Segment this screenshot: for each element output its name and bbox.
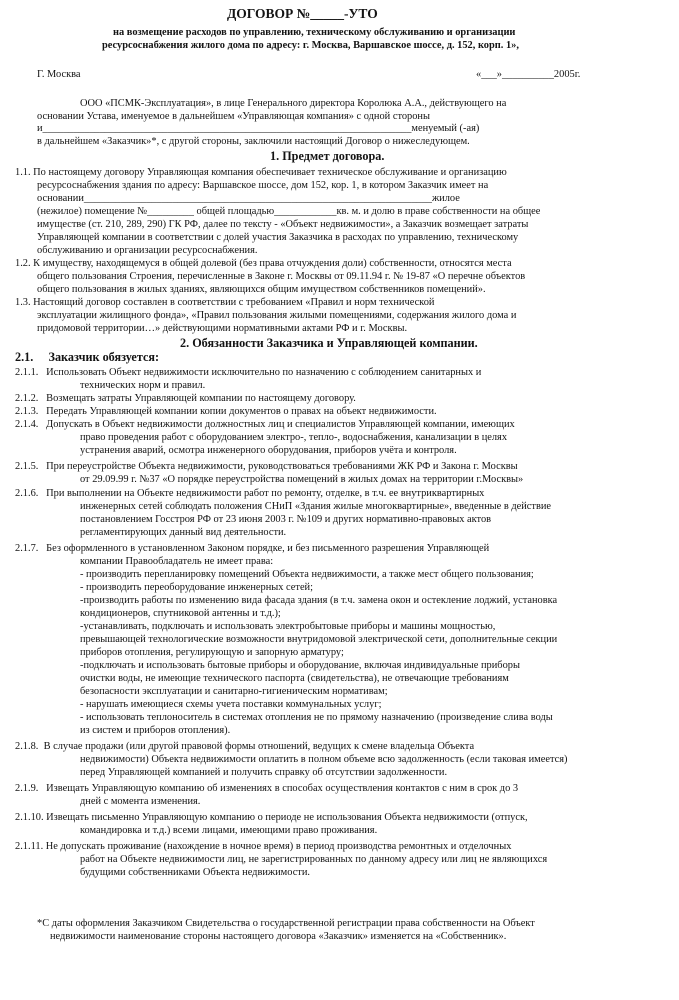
text-line-l216c: постановлением Госстроя РФ от 23 июня 2003 г. №109 и других нормативно-правовых актов bbox=[80, 514, 492, 525]
text-line-l13b: эксплуатации жилищного фонда», «Правил пользования жилыми помещениями, содержания жилого дома и bbox=[37, 310, 517, 321]
text-line-l211a: 2.1.1. Использовать Объект недвижимости исключительно по назначению с соблюдением санитарных и bbox=[15, 367, 482, 378]
text-line-l215b: от 29.09.99 г. №37 «О порядке переустройства помещений в жилых домах на территории г.Москвы» bbox=[80, 474, 524, 485]
text-line-l11g: обслуживанию и организации ресурсоснабжения. bbox=[37, 245, 258, 256]
text-line-l217i: приборов отопления, регулирующую и запорную арматуру; bbox=[80, 647, 344, 658]
text-line-l13a: 1.3. Настоящий договор составлен в соответствии с требованием «Правил и норм технической bbox=[15, 297, 435, 308]
text-line-l217l: безопасности эксплуатации и санитарно-гигиеническим нормативам; bbox=[80, 686, 388, 697]
text-line-l11a: 1.1. По настоящему договору Управляющая компания обеспечивает техническое обслуживание и организацию bbox=[15, 167, 507, 178]
text-line-l217a: 2.1.7. Без оформленного в установленном Законом порядке, и без письменного разрешения Управляющей bbox=[15, 543, 490, 554]
text-line-l218c: перед Управляющей компанией и получить справку об отсутствии задолженности. bbox=[80, 767, 448, 778]
text-line-l11b: ресурсоснабжения здания по адресу: Варшавское шоссе, дом 152, кор. 1, в котором Заказчик имеет на bbox=[37, 180, 489, 191]
text-line-l215a: 2.1.5. При переустройстве Объекта недвижимости, руководствоваться требованиями ЖК РФ и Закона г. Москвы bbox=[15, 461, 518, 472]
text-line-l212: 2.1.2. Возмещать затраты Управляющей компании по настоящему договору. bbox=[15, 393, 356, 404]
text-line-l219b: дней с момента изменения. bbox=[80, 796, 201, 807]
text-line-l2111b: работ на Объекте недвижимости лиц, не зарегистрированных по данному адресу или лиц не являющихся bbox=[80, 854, 548, 865]
text-line-sub1: на возмещение расходов по управлению, техническому обслуживанию и организации bbox=[113, 27, 516, 38]
text-line-l2110b: командировка и т.д.) всеми лицами, имеющими право проживания. bbox=[80, 825, 378, 836]
text-line-l217f: кондиционеров, спутниковой антенны и т.д.); bbox=[80, 608, 281, 619]
text-line-l12b: общего пользования Строения, перечисленные в Законе г. Москвы от 09.11.94 г. № 19-87 «О перечне объектов bbox=[37, 271, 526, 282]
text-line-city: Г. Москва bbox=[37, 69, 81, 80]
text-line-l217h: превышающей технологические возможности внутридомовой электрической сети, дополнительные секции bbox=[80, 634, 558, 645]
text-line-l2111c: будущими собственниками Объекта недвижимости. bbox=[80, 867, 311, 878]
text-line-l217o: из систем и приборов отопления). bbox=[80, 725, 231, 736]
text-line-l216d: регламентирующих данный вид деятельности. bbox=[80, 527, 287, 538]
text-line-l219a: 2.1.9. Извещать Управляющую компанию об изменениях в способах осуществления контактов с ним в срок до 3 bbox=[15, 783, 519, 794]
text-line-l211b: технических норм и правил. bbox=[80, 380, 206, 391]
text-line-l12a: 1.2. К имуществу, находящемуся в общей долевой (без права отчуждения доли) собственности, относятся места bbox=[15, 258, 512, 269]
text-line-l213: 2.1.3. Передать Управляющей компании копии документов о правах на объект недвижимости. bbox=[15, 406, 437, 417]
text-line-l11f: Управляющей компании в соответствии с долей участия Заказчика в расходах по управлению, техническому bbox=[37, 232, 519, 243]
text-line-s2: 2. Обязанности Заказчика и Управляющей компании. bbox=[180, 336, 478, 350]
text-line-title: ДОГОВОР №_____-УТО bbox=[227, 6, 378, 21]
text-line-l11c: основании___________________________________________________________________жилое bbox=[37, 193, 460, 204]
text-line-l217e: -производить работы по изменению вида фасада здания (в т.ч. замена окон и остекление лоджий, установка bbox=[80, 595, 558, 606]
text-line-l217n: - использовать теплоноситель в системах отопления не по прямому назначению (произведение слива воды bbox=[80, 712, 553, 723]
text-line-fn2: недвижимости наименование стороны настоящего договора «Заказчик» изменяется на «Собственник». bbox=[50, 931, 507, 942]
text-line-l217b: компании Правообладатель не имеет права: bbox=[80, 556, 274, 567]
text-line-s1: 1. Предмет договора. bbox=[270, 149, 385, 163]
text-line-l217j: -подключать и использовать бытовые приборы и оборудование, включая индивидуальные приборы bbox=[80, 660, 520, 671]
text-line-l216b: инженерных сетей соблюдать положения СНиП «Здания жилые многоквартирные», введенные в действие bbox=[80, 501, 552, 512]
text-line-l218b: недвижимости) Объекта недвижимости оплатить в полном объеме всю задолженность (если таковая имеется) bbox=[80, 754, 568, 765]
text-line-l11d: (нежилое) помещение №_________ общей площадью____________кв. м. и долю в праве собственности на общее bbox=[37, 206, 541, 217]
text-line-l217k: очистки воды, не имеющие технического паспорта (свидетельства), не отвечающие требованиям bbox=[80, 673, 509, 684]
text-line-l216a: 2.1.6. При выполнении на Объекте недвижимости работ по ремонту, отделке, в т.ч. ее внутриквартирных bbox=[15, 488, 485, 499]
text-line-l217m: - нарушать имеющиеся схемы учета поставки коммунальных услуг; bbox=[80, 699, 382, 710]
text-line-l214b: право проведения работ с оборудованием электро-, тепло-, водоснабжения, канализации в целях bbox=[80, 432, 508, 443]
text-line-l217d: - производить переоборудование инженерных сетей; bbox=[80, 582, 314, 593]
text-line-l2110a: 2.1.10. Извещать письменно Управляющую компанию о периоде не использования Объекта недвижимости (отпуск, bbox=[15, 812, 528, 823]
text-line-fn1: *С даты оформления Заказчиком Свидетельства о государственной регистрации права собственности на Объект bbox=[37, 918, 535, 929]
text-line-date: «___»__________2005г. bbox=[476, 69, 581, 80]
text-line-l218a: 2.1.8. В случае продажи (или другой правовой формы отношений, ведущих к смене владельца Объекта bbox=[15, 741, 475, 752]
text-line-l12c: общего пользования в жилых зданиях, являющихся общим имуществом собственников помещений». bbox=[37, 284, 486, 295]
text-line-l217c: - производить перепланировку помещений Объекта недвижимости, а также мест общего пользования; bbox=[80, 569, 534, 580]
text-line-p0b: основании Устава, именуемое в дальнейшем «Управляющая компания» с одной стороны bbox=[37, 111, 430, 122]
text-line-l11e: имуществе (ст. 210, 289, 290) ГК РФ, далее по тексту - «Объект недвижимости», а Заказчик возмещает затраты bbox=[37, 219, 529, 230]
text-line-l214c: устранения аварий, осмотра инженерного оборудования, приборов учёта и контроля. bbox=[80, 445, 457, 456]
text-line-sub2: ресурсоснабжения жилого дома по адресу: г. Москва, Варшавское шоссе, д. 152, корп. 1», bbox=[102, 40, 519, 51]
text-line-p0a: ООО «ПСМК-Эксплуатация», в лице Генерального директора Королюка А.А., действующего на bbox=[80, 98, 507, 109]
text-line-l217g: -устанавливать, подключать и использовать электробытовые приборы и машины мощностью, bbox=[80, 621, 496, 632]
text-line-p0c: и_______________________________________________________________________менуемый (-ая) bbox=[37, 123, 480, 134]
text-line-l13c: придомовой территории…» действующими нормативными актами РФ и г. Москвы. bbox=[37, 323, 408, 334]
text-line-l2111a: 2.1.11. Не допускать проживание (нахождение в ночное время) в период производства ремонтных и отделочных bbox=[15, 841, 512, 852]
text-line-l214a: 2.1.4. Допускать в Объект недвижимости должностных лиц и специалистов Управляющей компании, имеющих bbox=[15, 419, 515, 430]
text-line-s21: 2.1. Заказчик обязуется: bbox=[15, 350, 160, 364]
text-line-p0d: в дальнейшем «Заказчик»*, с другой стороны, заключили настоящий Договор о нижеследующем. bbox=[37, 136, 470, 147]
